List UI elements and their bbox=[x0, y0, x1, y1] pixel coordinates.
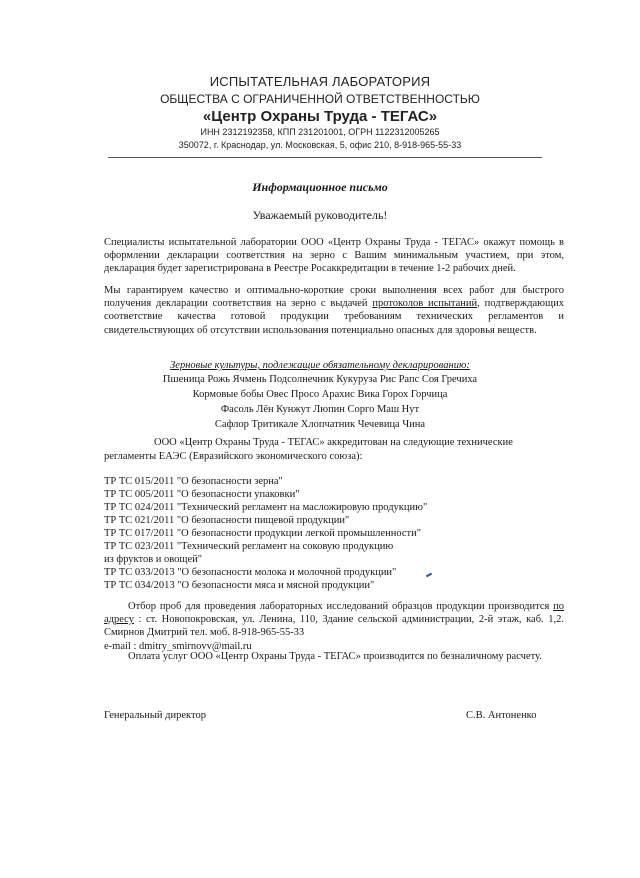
crops-line: Сафлор Тритикале Хлопчатник Чечевица Чина bbox=[214, 419, 426, 430]
crops-line: Кормовые бобы Овес Просо Арахис Вика Горох Горчица bbox=[192, 389, 448, 400]
regulation-item: ТР ТС 015/2011 "О безопасности зерна" bbox=[104, 476, 283, 487]
regulation-item: ТР ТС 024/2011 "Технический регламент на масложировую продукцию" bbox=[104, 502, 428, 513]
header-divider bbox=[108, 157, 542, 158]
company-form: ОБЩЕСТВА С ОГРАНИЧЕННОЙ ОТВЕТСТВЕННОСТЬЮ bbox=[160, 92, 480, 106]
test-protocols-text: протоколов испытаний bbox=[372, 298, 478, 310]
regulation-item: ТР ТС 034/2013 "О безопасности мяса и мясной продукции" bbox=[104, 580, 375, 591]
regulation-item: ТР ТС 021/2011 "О безопасности пищевой продукции" bbox=[104, 515, 350, 526]
letter-title: Информационное письмо bbox=[252, 180, 388, 194]
paragraph-sampling-end: : ст. Новопокровская, ул. Ленина, 110, Здание сельской администрации, 2-й этаж, каб. 1,2. Смирнов Дмитрий тел. моб. 8-918-965-55-33 bbox=[104, 614, 564, 639]
regulation-item: из фруктов и овощей" bbox=[104, 554, 203, 565]
contact-email: e-mail : dmitry_smirnovv@mail.ru bbox=[104, 640, 252, 652]
regulation-item: ТР ТС 005/2011 "О безопасности упаковки" bbox=[104, 489, 300, 500]
crops-line: Пшеница Рожь Ячмень Подсолнечник Кукуруза Рис Рапс Соя Гречиха bbox=[162, 374, 478, 385]
regulation-item: ТР ТС 033/2013 "О безопасности молока и молочной продукции" bbox=[104, 567, 397, 578]
paragraph-intro: Специалисты испытательной лаборатории ООО «Центр Охраны Труда - ТЕГАС» окажут помощь в оформлении декларации соответствия на зерно с Вашим минимальным участием, при этом, декларация будет зарегистрирована в Реестре Росаккредитации в течение 1-2 рабочих дней. bbox=[104, 237, 564, 275]
company-name: «Центр Охраны Труда - ТЕГАС» bbox=[202, 108, 438, 125]
paragraph-payment: Оплата услуг ООО «Центр Охраны Труда - ТЕГАС» производится по безналичному расчету. bbox=[128, 651, 542, 662]
pen-mark bbox=[426, 573, 432, 578]
signatory-name: С.В. Антоненко bbox=[466, 710, 537, 721]
address-text: по адресу bbox=[104, 601, 564, 626]
greeting: Уважаемый руководитель! bbox=[252, 208, 388, 222]
accreditation-text: ООО «Центр Охраны Труда - ТЕГАС» аккредитован на следующие технические регламенты ЕАЭС (Евразийского экономического союза): bbox=[104, 437, 513, 462]
paragraph-sampling-start: Отбор проб для проведения лабораторных исследований образцов продукции производится bbox=[128, 601, 554, 612]
crops-line: Фасоль Лён Кунжут Люпин Сорго Маш Нут bbox=[220, 404, 420, 415]
company-ids: ИНН 2312192358, КПП 231201001, ОГРН 1122312005265 bbox=[200, 127, 440, 137]
signatory-position: Генеральный директор bbox=[104, 710, 206, 721]
regulation-item: ТР ТС 023/2011 "Технический регламент на соковую продукцию bbox=[104, 541, 394, 552]
paragraph-guarantee-end: , подтверждающих соответствие качества готовой продукции требованиям технических регламентов и свидетельствующих об отсутствии использования потенциально опасных для здоровья веществ. bbox=[104, 298, 564, 336]
regulation-item: ТР ТС 017/2011 "О безопасности продукции легкой промышленности" bbox=[104, 528, 421, 539]
company-address: 350072, г. Краснодар, ул. Московская, 5, офис 210, 8-918-965-55-33 bbox=[178, 140, 462, 150]
paragraph-guarantee-start: Мы гарантируем качество и оптимально-короткие сроки выполнения всех работ для быстрого получения декларации соответствия на зерно с выдачей bbox=[104, 285, 564, 310]
paragraph-guarantee bbox=[104, 284, 564, 337]
paragraph-sampling bbox=[104, 600, 564, 653]
lab-title: ИСПЫТАТЕЛЬНАЯ ЛАБОРАТОРИЯ bbox=[209, 74, 431, 89]
crops-heading: Зерновые культуры, подлежащие обязательному декларированию: bbox=[170, 360, 470, 371]
